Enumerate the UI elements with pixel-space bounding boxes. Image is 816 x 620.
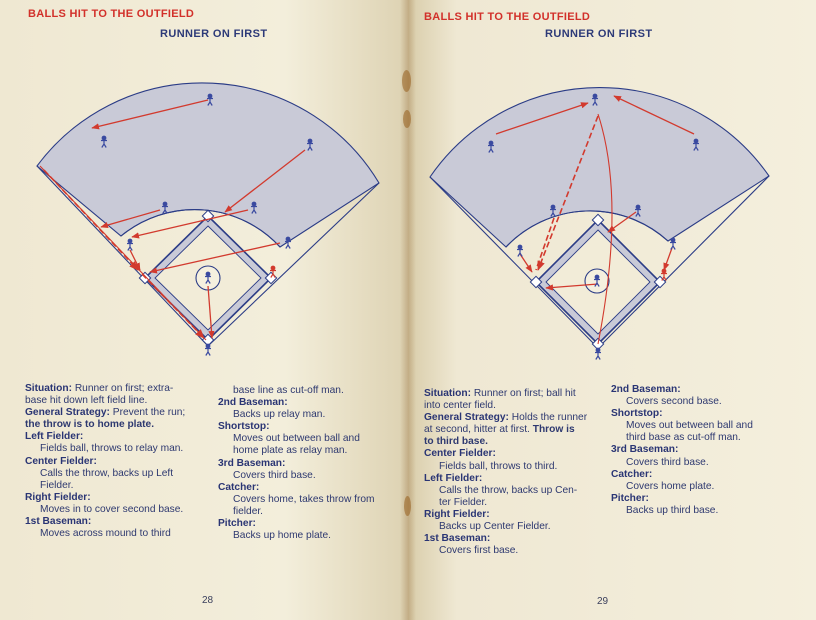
diagram-title: RUNNER ON FIRST xyxy=(160,28,268,40)
right-fielder-label: Right Fielder: xyxy=(424,508,490,520)
field-diagram-center-field-hit xyxy=(408,0,816,380)
center-fielder-label: Center Fielder: xyxy=(424,448,496,460)
third-baseman-text: Covers third base. xyxy=(233,469,316,481)
right-fielder-text: Moves in to cover second base. xyxy=(40,503,184,515)
center-fielder-label: Center Fielder: xyxy=(25,455,97,467)
strategy-label: General Strategy: xyxy=(424,412,509,424)
strategy-text: to third base. xyxy=(424,436,488,448)
situation-text: base hit down left field line. xyxy=(25,395,148,407)
paper-stain xyxy=(403,110,411,128)
right-fielder-text: Backs up Center Fielder. xyxy=(439,521,551,533)
situation-text: into center field. xyxy=(424,400,496,412)
diagram-title: RUNNER ON FIRST xyxy=(545,28,653,40)
catcher-text: Covers home plate. xyxy=(626,480,715,492)
book-gutter xyxy=(400,0,416,620)
field-diagram-left-field-hit xyxy=(0,0,408,380)
second-baseman-label: 2nd Baseman: xyxy=(218,397,288,409)
page-number: 29 xyxy=(597,596,609,607)
first-baseman-text: base line as cut-off man. xyxy=(233,385,344,396)
first-baseman-path xyxy=(664,248,672,270)
shortstop-text: home plate as relay man. xyxy=(233,445,348,457)
first-baseman-label: 1st Baseman: xyxy=(25,516,92,528)
situation-label: Situation: xyxy=(25,383,72,394)
center-fielder-text: Calls the throw, backs up Left xyxy=(40,467,174,479)
shortstop-path xyxy=(536,218,554,270)
second-baseman-text: Backs up relay man. xyxy=(233,409,326,421)
paper-stain xyxy=(404,496,411,516)
left-fielder-text: Fields ball, throws to relay man. xyxy=(40,443,184,455)
page-number: 28 xyxy=(202,595,214,606)
responsibilities-col-2 xyxy=(611,384,806,517)
left-fielder-label: Left Fielder: xyxy=(25,431,84,443)
center-fielder-text: Fielder. xyxy=(40,479,74,491)
situation-label: Situation: xyxy=(424,388,471,399)
strategy-text: Throw is xyxy=(532,424,575,436)
third-baseman-icon xyxy=(127,239,133,250)
second-baseman-text: Covers second base. xyxy=(626,396,722,408)
responsibilities-col-2 xyxy=(218,385,398,542)
left-fielder-text: ter Fielder. xyxy=(439,496,488,508)
strategy-text: Holds the runner xyxy=(511,412,588,424)
third-baseman-label: 3rd Baseman: xyxy=(218,457,286,469)
left-fielder-text: Calls the throw, backs up Cen- xyxy=(439,484,578,496)
catcher-icon xyxy=(595,348,601,359)
catcher-label: Catcher: xyxy=(611,468,653,480)
third-baseman-text: Covers third base. xyxy=(626,456,709,468)
strategy-label: General Strategy: xyxy=(25,407,110,419)
shortstop-text: third base as cut-off man. xyxy=(626,432,741,444)
first-baseman-text: Covers first base. xyxy=(439,545,519,557)
responsibilities-col-1 xyxy=(424,388,614,557)
situation-text: Runner on first; extra- xyxy=(74,383,174,394)
shortstop-label: Shortstop: xyxy=(611,408,663,420)
catcher-icon xyxy=(205,344,211,355)
left-fielder-label: Left Fielder: xyxy=(424,472,483,484)
first-baseman-label: 1st Baseman: xyxy=(424,533,491,545)
right-page xyxy=(408,0,816,620)
pitcher-label: Pitcher: xyxy=(611,492,649,504)
catcher-text: fielder. xyxy=(233,505,264,517)
strategy-text: the throw is to home plate. xyxy=(25,419,155,431)
first-baseman-icon xyxy=(670,238,676,249)
situation-text: Runner on first; ball hit xyxy=(473,388,576,399)
responsibilities-col-1 xyxy=(25,383,210,540)
catcher-label: Catcher: xyxy=(218,481,260,493)
section-title: BALLS HIT TO THE OUTFIELD xyxy=(28,8,195,20)
third-baseman-label: 3rd Baseman: xyxy=(611,444,679,456)
shortstop-label: Shortstop: xyxy=(218,421,270,433)
section-title: BALLS HIT TO THE OUTFIELD xyxy=(424,11,591,23)
right-fielder-label: Right Fielder: xyxy=(25,491,91,503)
pitcher-text: Backs up third base. xyxy=(626,504,719,516)
third-baseman-path xyxy=(130,250,140,270)
strategy-text: at second, hitter at first. xyxy=(424,424,530,436)
pitcher-text: Backs up home plate. xyxy=(233,530,331,542)
pitcher-label: Pitcher: xyxy=(218,518,256,530)
strategy-text: Prevent the run; xyxy=(112,407,186,419)
first-baseman-text: Moves across mound to third xyxy=(40,528,171,540)
shortstop-text: Moves out between ball and xyxy=(233,433,360,445)
center-fielder-text: Fields ball, throws to third. xyxy=(439,460,558,472)
paper-stain xyxy=(402,70,411,92)
shortstop-text: Moves out between ball and xyxy=(626,420,753,432)
second-baseman-label: 2nd Baseman: xyxy=(611,384,681,395)
catcher-text: Covers home, takes throw from xyxy=(233,493,375,505)
